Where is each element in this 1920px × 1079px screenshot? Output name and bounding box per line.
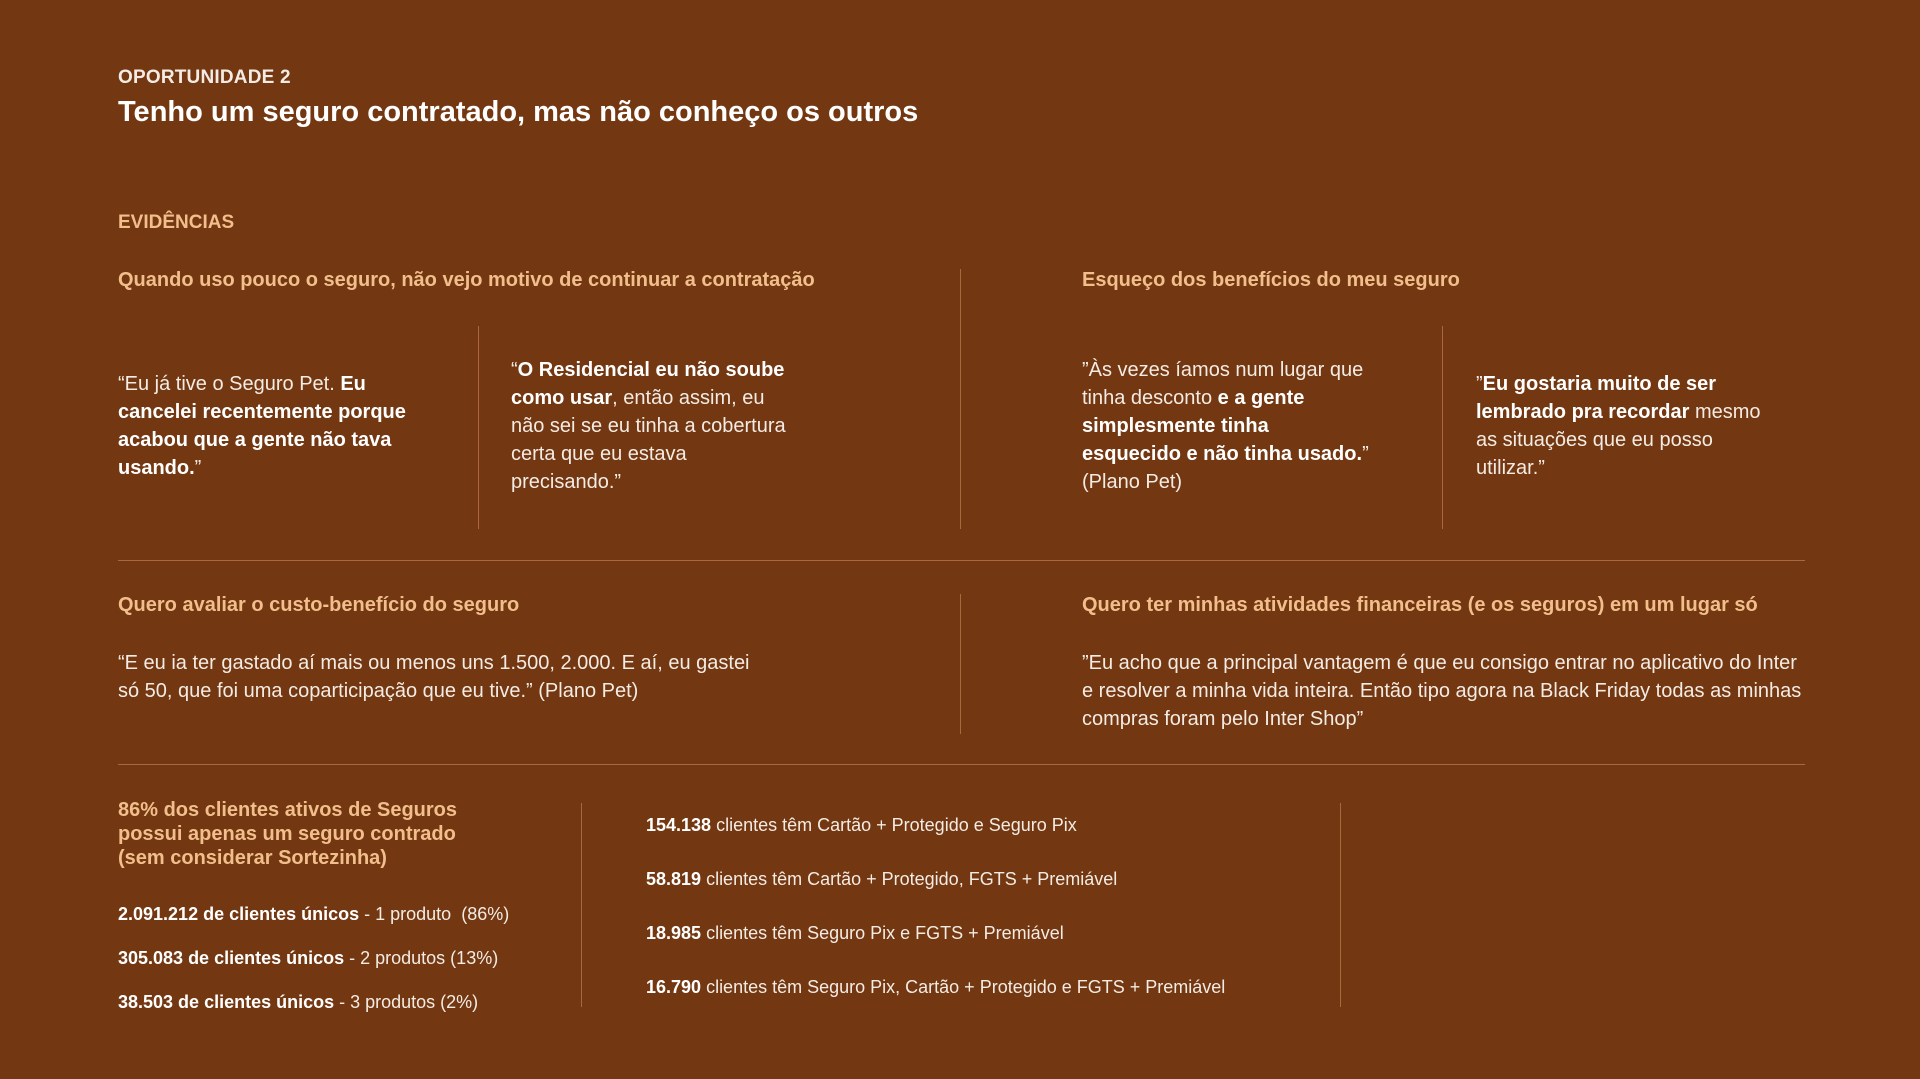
quote-reminder: ”Eu gostaria muito de ser lembrado pra recordar mesmo as situações que eu posso utilizar.” <box>1476 373 1761 479</box>
opportunity-eyebrow: OPORTUNIDADE 2 <box>118 67 291 88</box>
evidence-heading-forget-benefits: Esqueço dos benefícios do meu seguro <box>1082 269 1460 291</box>
stat-one-product: 2.091.212 de clientes únicos - 1 produto (86%) <box>118 904 510 924</box>
quote-seguro-pet: “Eu já tive o Seguro Pet. Eu cancelei recentemente porque acabou que a gente não tava usando.” <box>118 373 406 479</box>
stat-combo-cartao-fgts: 58.819 clientes têm Cartão + Protegido, FGTS + Premiável <box>646 869 1118 889</box>
evidence-section-label: EVIDÊNCIAS <box>118 212 235 233</box>
divider <box>960 269 961 529</box>
evidence-heading-cost-benefit: Quero avaliar o custo-benefício do seguro <box>118 594 520 616</box>
stat-combo-pix-fgts: 18.985 clientes têm Seguro Pix e FGTS + Premiável <box>646 923 1064 943</box>
quote-cost-benefit: “E eu ia ter gastado aí mais ou menos uns 1.500, 2.000. E aí, eu gastei só 50, que foi uma coparticipação que eu tive.” (Plano Pet) <box>118 652 750 702</box>
section-divider <box>118 560 1805 561</box>
evidence-heading-single-place: Quero ter minhas atividades financeiras (e os seguros) em um lugar só <box>1082 594 1758 616</box>
divider <box>581 803 582 1007</box>
evidence-heading-low-usage: Quando uso pouco o seguro, não vejo motivo de continuar a contratação <box>118 269 815 291</box>
divider <box>478 326 479 529</box>
divider <box>1442 326 1443 529</box>
stat-three-products: 38.503 de clientes únicos - 3 produtos (2%) <box>118 992 479 1012</box>
stat-combo-cartao-pix: 154.138 clientes têm Cartão + Protegido e Seguro Pix <box>646 815 1077 835</box>
quote-residencial: “O Residencial eu não soube como usar, então assim, eu não sei se eu tinha a cobertura certa que eu estava precisando.” <box>511 359 786 493</box>
stat-two-products: 305.083 de clientes únicos - 2 produtos (13%) <box>118 948 499 968</box>
page-title: Tenho um seguro contratado, mas não conheço os outros <box>118 96 919 128</box>
quote-inter-app: ”Eu acho que a principal vantagem é que eu consigo entrar no aplicativo do Inter e resolver a minha vida inteira. Então tipo agora na Black Friday todas as minhas compras foram pelo Inter Shop” <box>1082 652 1802 730</box>
section-divider <box>118 764 1805 765</box>
stat-combo-all-three: 16.790 clientes têm Seguro Pix, Cartão + Protegido e FGTS + Premiável <box>646 977 1226 997</box>
stats-heading: 86% dos clientes ativos de Seguros possui apenas um seguro contrado (sem considerar Sortezinha) <box>118 799 458 869</box>
quote-plano-pet-discount: ”Às vezes íamos num lugar que tinha desconto e a gente simplesmente tinha esquecido e não tinha usado.” (Plano Pet) <box>1082 359 1369 493</box>
divider <box>1340 803 1341 1007</box>
divider <box>960 594 961 734</box>
